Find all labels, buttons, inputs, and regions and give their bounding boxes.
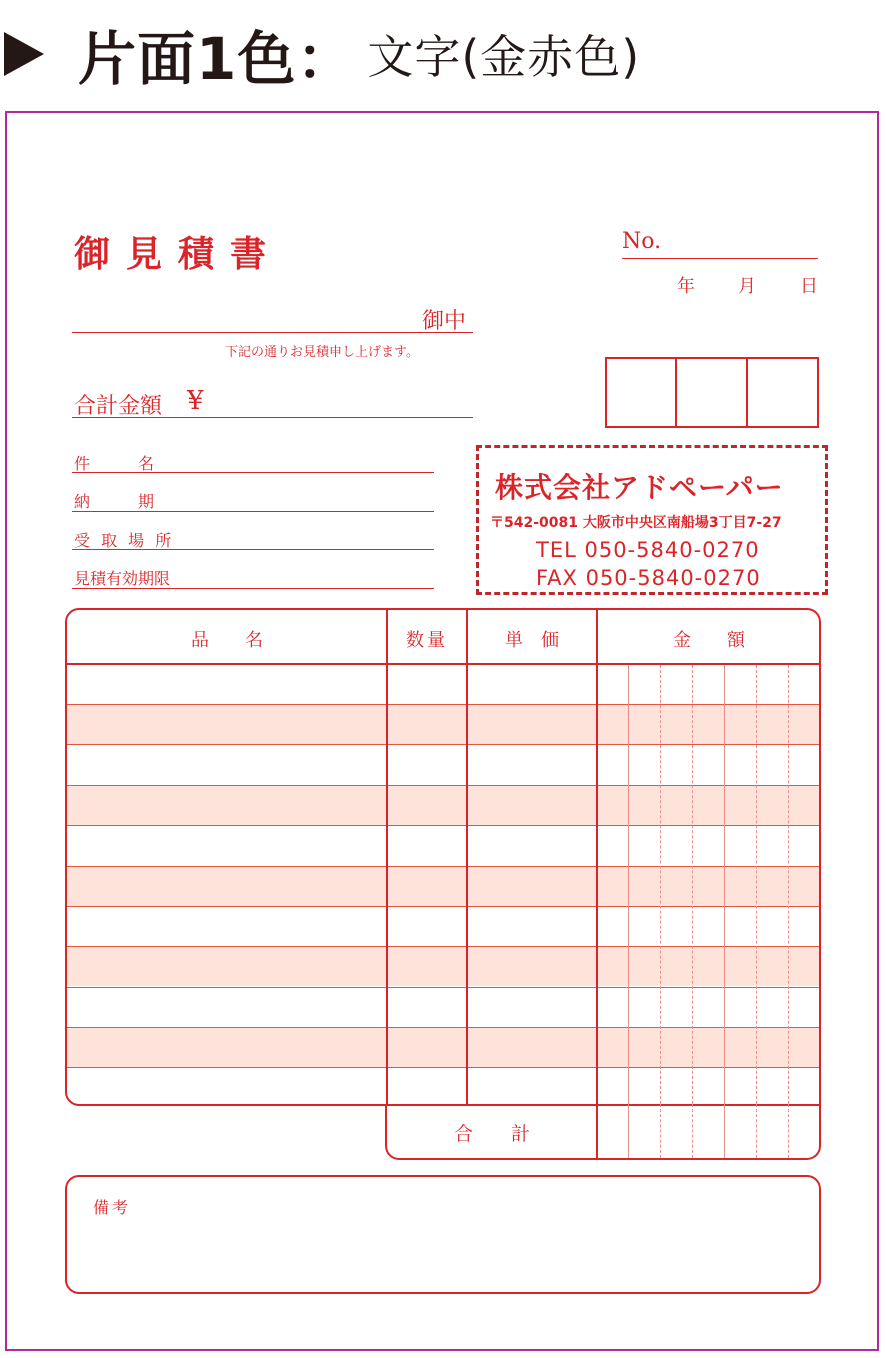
- row-line: [67, 785, 819, 786]
- field-label-validity: 見積有効期限: [74, 569, 171, 588]
- field-label-deadline: 納 期: [74, 492, 155, 511]
- heading-main: 片面1色：: [78, 25, 356, 93]
- field-line: [72, 588, 434, 589]
- digit-line: [660, 665, 661, 1104]
- field-label-subject: 件 名: [74, 454, 155, 473]
- row-line: [67, 906, 819, 907]
- field-line: [72, 472, 434, 473]
- yen-symbol: ¥: [187, 386, 204, 416]
- digit-line: [628, 665, 629, 1104]
- digit-line: [724, 1104, 725, 1158]
- stamp-box: [605, 357, 677, 428]
- column-divider: [596, 610, 598, 1104]
- row-line: [67, 1067, 819, 1068]
- col-header-qty: 数量: [406, 630, 448, 651]
- total-row: [385, 1104, 821, 1160]
- page-heading: [4, 14, 640, 94]
- number-label: No.: [622, 229, 662, 254]
- total-row-label: 合 計: [453, 1123, 530, 1145]
- intro-text: 下記の通りお見積申し上げます。: [225, 345, 419, 360]
- row-line: [67, 866, 819, 867]
- col-header-unit-price: 単 価: [505, 630, 559, 651]
- table-row-shaded: [67, 704, 819, 744]
- company-address: 〒542-0081 大阪市中央区南船場3丁目7-27: [490, 515, 782, 531]
- digit-line: [756, 1104, 757, 1158]
- header-divider: [67, 663, 819, 665]
- company-fax: FAX 050-5840-0270: [536, 566, 761, 590]
- total-amount-line: [72, 417, 473, 418]
- recipient-suffix: 御中: [422, 309, 467, 334]
- items-table: [65, 608, 821, 1106]
- table-row-shaded: [67, 1027, 819, 1067]
- field-label-place: 受 取 場 所: [74, 531, 175, 550]
- row-line: [67, 744, 819, 745]
- date-month-label: 月: [738, 276, 756, 297]
- play-triangle-icon: [4, 32, 44, 76]
- field-line: [72, 511, 434, 512]
- number-line: [622, 258, 818, 259]
- row-line: [67, 987, 819, 988]
- heading-sub: 文字(金赤色): [367, 30, 641, 84]
- column-divider: [466, 610, 468, 1104]
- stamp-box: [746, 357, 819, 428]
- digit-line: [788, 1104, 789, 1158]
- row-line: [67, 1027, 819, 1028]
- digit-line: [788, 665, 789, 1104]
- digit-line: [692, 665, 693, 1104]
- row-line: [67, 704, 819, 705]
- column-divider: [596, 1104, 598, 1158]
- digit-line: [724, 665, 725, 1104]
- company-name: 株式会社アドペーパー: [495, 471, 784, 504]
- stamp-box: [675, 357, 748, 428]
- row-line: [67, 825, 819, 826]
- recipient-line: [72, 332, 473, 333]
- digit-line: [692, 1104, 693, 1158]
- table-row-shaded: [67, 866, 819, 906]
- date-year-label: 年: [677, 276, 695, 297]
- table-row-shaded: [67, 785, 819, 825]
- field-line: [72, 549, 434, 550]
- row-line: [67, 946, 819, 947]
- remarks-box: [65, 1175, 821, 1294]
- remarks-label: 備考: [93, 1198, 132, 1217]
- col-header-amount: 金 額: [673, 630, 745, 651]
- company-info-box: [476, 445, 828, 595]
- digit-line: [660, 1104, 661, 1158]
- col-header-item: 品 名: [191, 630, 263, 651]
- table-row-shaded: [67, 946, 819, 986]
- digit-line: [756, 665, 757, 1104]
- form-title: 御見積書: [74, 233, 283, 275]
- column-divider: [386, 610, 388, 1104]
- company-tel: TEL 050-5840-0270: [536, 538, 760, 562]
- digit-line: [628, 1104, 629, 1158]
- total-amount-label: 合計金額: [74, 394, 163, 419]
- date-day-label: 日: [800, 276, 818, 297]
